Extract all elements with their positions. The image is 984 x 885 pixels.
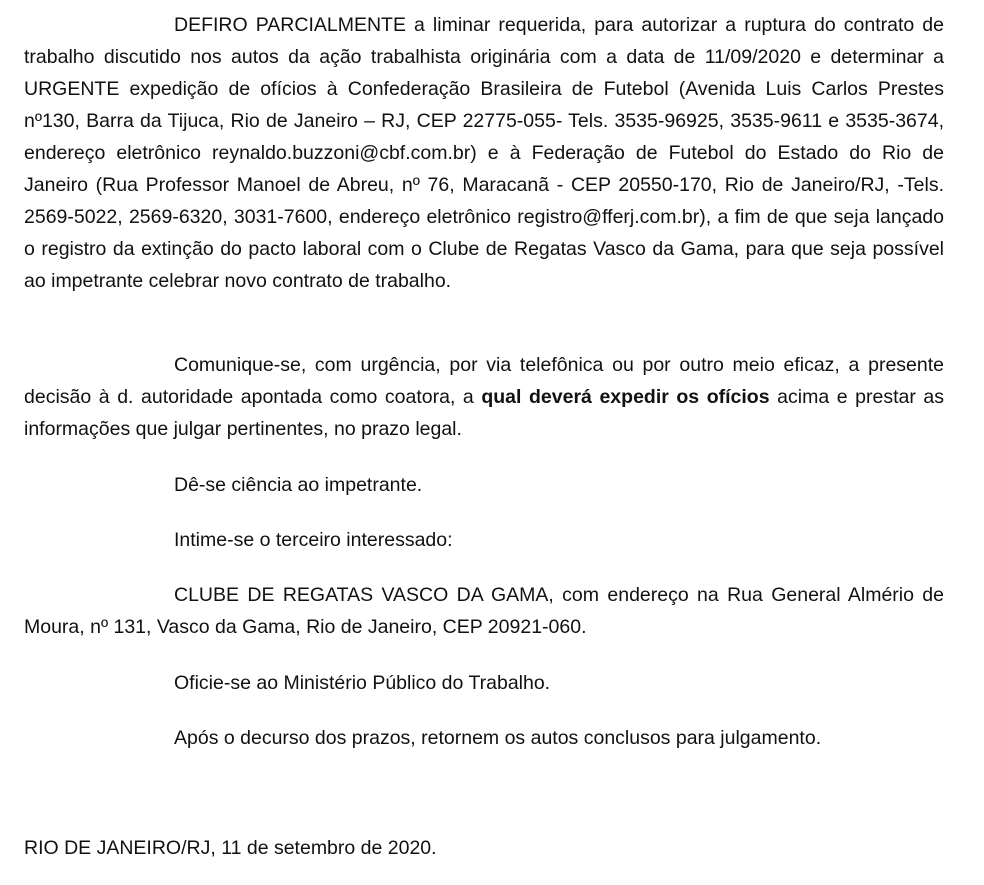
notice-paragraph: Dê-se ciência ao impetrante. bbox=[174, 474, 423, 496]
communication-paragraph bbox=[24, 349, 944, 445]
third-party-address-paragraph: CLUBE DE REGATAS VASCO DA GAMA, com endereço na Rua General Almério de Moura, nº 131, Vasco da Gama, Rio de Janeiro, CEP 20921-060. bbox=[24, 584, 944, 638]
summons-paragraph: Intime-se o terceiro interessado: bbox=[174, 529, 453, 551]
deadline-paragraph: Após o decurso dos prazos, retornem os autos conclusos para julgamento. bbox=[174, 727, 822, 749]
communication-text-start: Comunique-se, com urgência, por via telefônica ou por outro meio eficaz, a presente decisão à d. autoridade apontada como coatora, a bbox=[24, 354, 944, 408]
communication-text-end: acima e prestar as informações que julgar pertinentes, no prazo legal. bbox=[24, 386, 945, 440]
communication-text-bold: qual deverá expedir os ofícios bbox=[481, 386, 770, 408]
place-and-date-line: RIO DE JANEIRO/RJ, 11 de setembro de 2020. bbox=[24, 837, 437, 859]
decision-paragraph: DEFIRO PARCIALMENTE a liminar requerida, para autorizar a ruptura do contrato de trabalho discutido nos autos da ação trabalhista originária com a data de 11/09/2020 e determinar a URGENTE expedição de ofícios à Confederação Brasileira de Futebol (Avenida Luis Carlos Prestes nº130, Barra da Tijuca, Rio de Janeiro – RJ, CEP 22775-055- Tels. 3535-96925, 3535-9611 e 3535-3674, endereço eletrônico reynaldo.buzzoni@cbf.com.br) e à Federação de Futebol do Estado do Rio de Janeiro (Rua Professor Manoel de Abreu, nº 76, Maracanã - CEP 20550-170, Rio de Janeiro/RJ, -Tels. 2569-5022, 2569-6320, 3031-7600, endereço eletrônico registro@fferj.com.br), a fim de que seja lançado o registro da extinção do pacto laboral com o Clube de Regatas Vasco da Gama, para que seja possível ao impetrante celebrar novo contrato de trabalho. bbox=[24, 14, 944, 292]
official-letter-paragraph: Oficie-se ao Ministério Público do Trabalho. bbox=[174, 672, 551, 694]
